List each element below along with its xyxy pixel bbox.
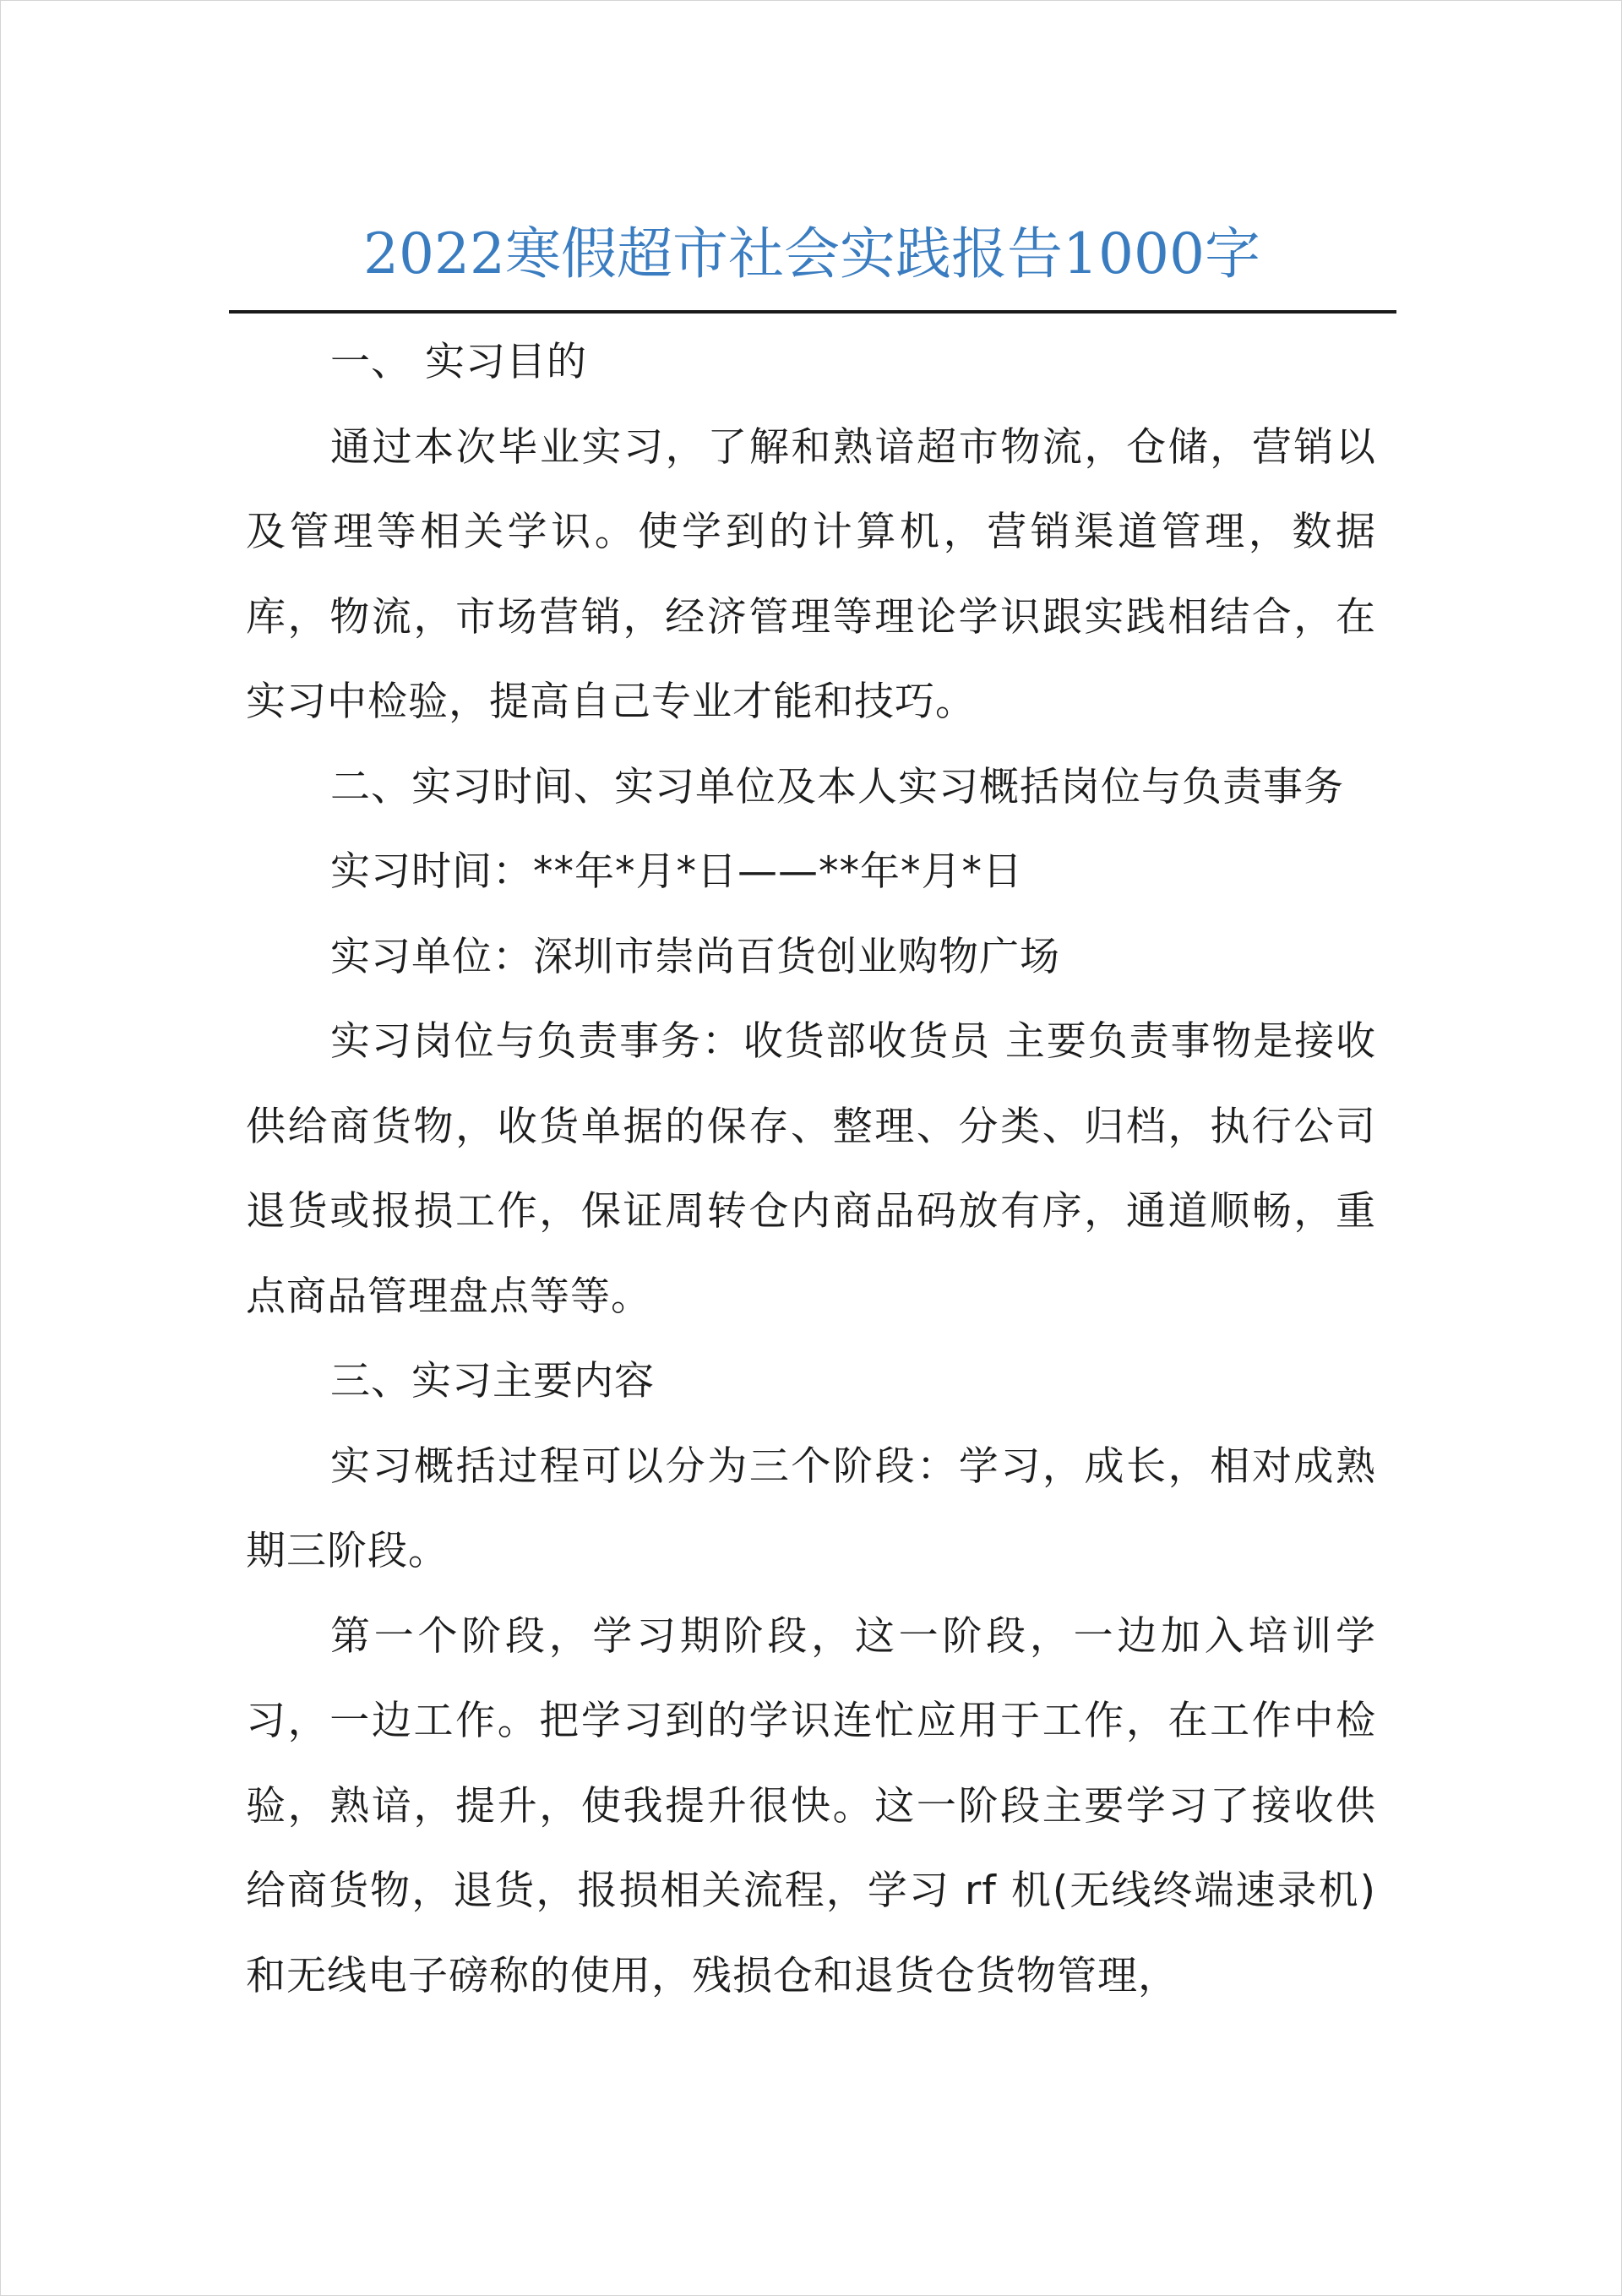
- paragraph-internship-time: 实习时间：**年*月*日——**年*月*日: [330, 848, 1023, 895]
- paragraph-stages: 实习概括过程可以分为三个阶段：学习，成长，相对成熟期三阶段。: [246, 1442, 1376, 1574]
- section-heading-purpose: 一、 实习目的: [330, 339, 587, 385]
- paragraph-internship-unit: 实习单位：深圳市崇尚百货创业购物广场: [330, 933, 1060, 980]
- document-title: 2022寒假超市社会实践报告1000字: [363, 221, 1260, 286]
- paragraph-internship-duties: 实习岗位与负责事务：收货部收货员 主要负责事物是接收供给商货物，收货单据的保存、整理、分类、归档，执行公司退货或报损工作，保证周转仓内商品码放有序，通道顺畅，重点商品管理盘点等等。: [246, 1018, 1376, 1320]
- paragraph-purpose: 通过本次毕业实习，了解和熟谙超市物流，仓储，营销以及管理等相关学识。使学到的计算机，营销渠道管理，数据库，物流，市场营销，经济管理等理论学识跟实践相结合，在实习中检验，提高自己专业才能和技巧。: [246, 423, 1376, 725]
- document-body: [246, 320, 1376, 2019]
- section-heading-content: 三、实习主要内容: [330, 1358, 655, 1404]
- paragraph-first-stage: 第一个阶段，学习期阶段，这一阶段，一边加入培训学习，一边工作。把学习到的学识连忙应用于工作，在工作中检验，熟谙，提升，使我提升很快。这一阶段主要学习了接收供给商货物，退货，报损相关流程，学习 rf 机(无线终端速录机)和无线电子磅称的使用，残损仓和退货仓货物管理，: [246, 1612, 1376, 1999]
- section-heading-time-unit: 二、实习时间、实习单位及本人实习概括岗位与负责事务: [330, 763, 1344, 810]
- title-underline: [229, 310, 1396, 314]
